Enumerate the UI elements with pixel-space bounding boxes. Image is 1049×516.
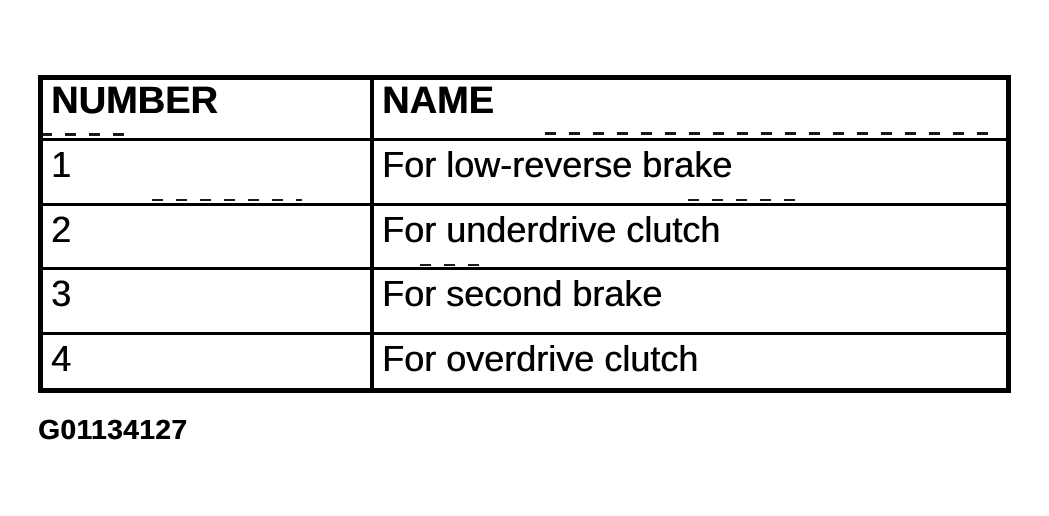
cell-name: For underdrive clutch bbox=[382, 209, 721, 250]
table-header-row bbox=[43, 80, 1006, 141]
table-row bbox=[43, 141, 1006, 206]
header-cell-name: NAME bbox=[382, 80, 494, 122]
parts-table bbox=[38, 75, 1011, 393]
cell-number: 4 bbox=[43, 335, 374, 388]
cell-number: 2 bbox=[43, 206, 374, 267]
cell-name: For low-reverse brake bbox=[382, 144, 733, 185]
header-cell-number: NUMBER bbox=[43, 80, 374, 138]
table-row bbox=[43, 335, 1006, 388]
cell-number: 1 bbox=[43, 141, 374, 203]
table-row bbox=[43, 206, 1006, 270]
cell-name: For overdrive clutch bbox=[382, 338, 699, 379]
cell-number: 3 bbox=[43, 270, 374, 332]
cell-name: For second brake bbox=[382, 273, 663, 314]
figure-id: G01134127 bbox=[38, 414, 188, 445]
table-row bbox=[43, 270, 1006, 335]
